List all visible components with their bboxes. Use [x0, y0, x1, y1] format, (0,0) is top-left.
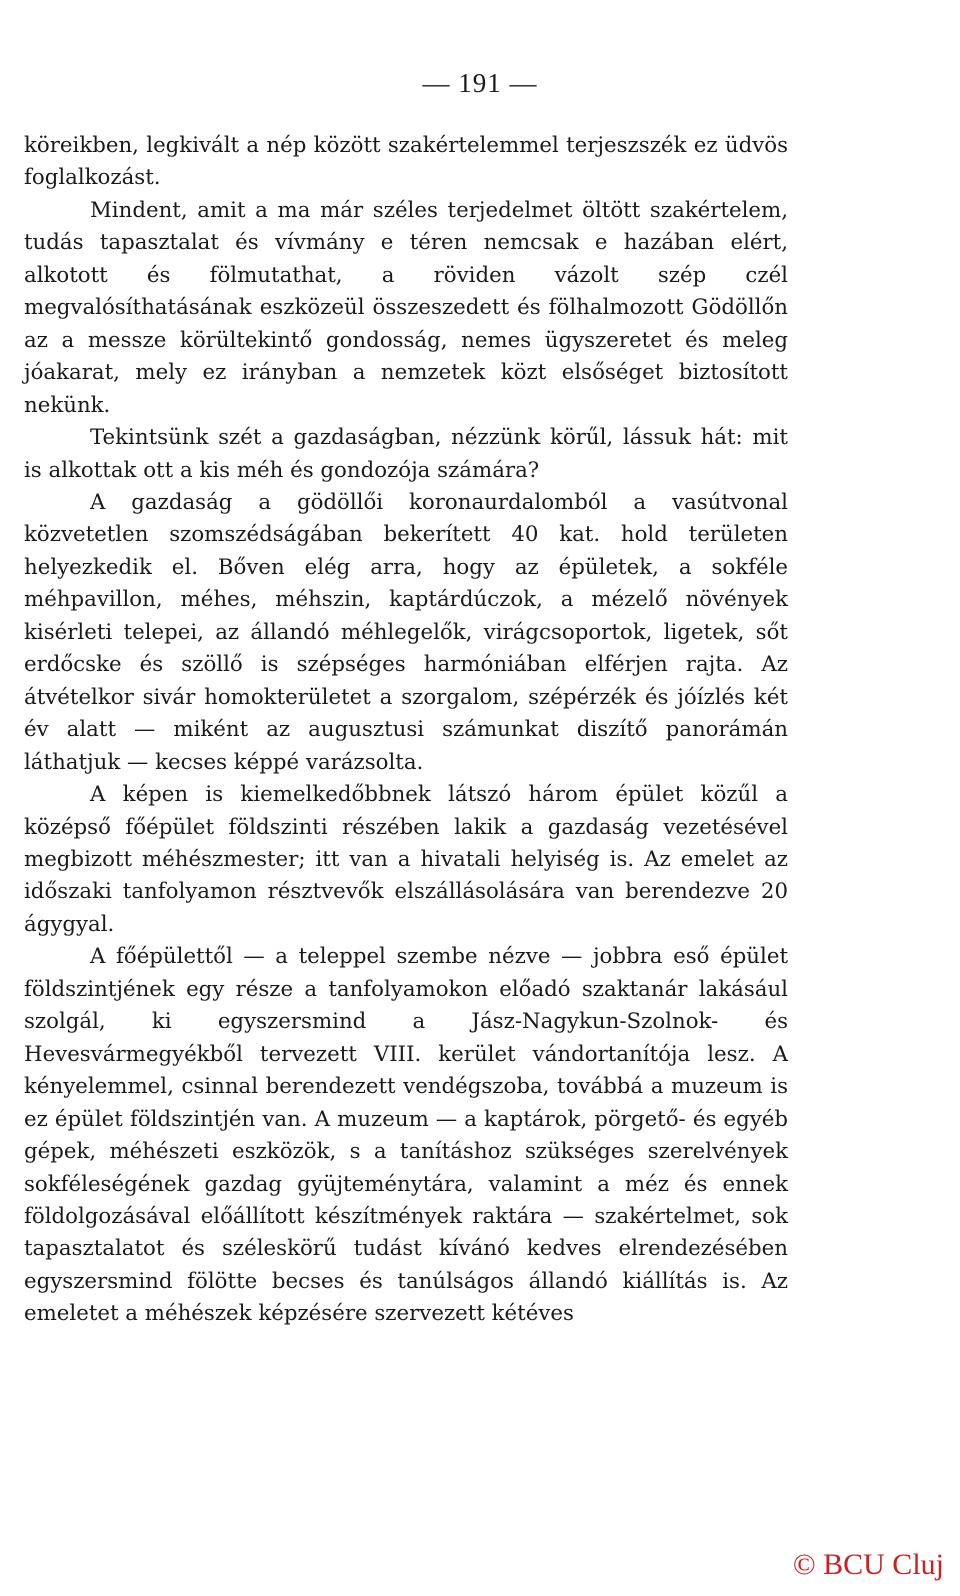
page-number: — 191 —: [422, 68, 538, 98]
body-text: [24, 130, 788, 1331]
paragraph-6: A főépülettől — a teleppel szembe nézve — jobbra eső épület földszintjének egy része a tanfolyamokon előadó szaktanár lakásául szolgál, ki egyszersmind a Jász-Nagykun-Szolnok- és Hevesvármegyékből tervezett VIII. kerület vándortanítója lesz. A kényelemmel, csinnal berendezett vendégszoba, továbbá a muzeum is ez épület földszintjén van. A muzeum — a kaptárok, pörgető- és egyéb gépek, méhészeti eszközök, s a tanításhoz szükséges szerelvények sokféleségének gazdag gyüjteménytára, valamint a méz és ennek földolgozásával előállított készítmények raktára — szakértelmet, sok tapasztalatot és széleskörű tudást kívánó kedves elrendezésében egyszersmind fölötte becses és tanúlságos állandó kiállítás is. Az emeletet a méhészek képzésére szervezett kétéves: [24, 944, 788, 1327]
paragraph-4: A gazdaság a gödöllői koronaurdalomból a vasútvonal közvetetlen szomszédságában bekerített 40 kat. hold területen helyezkedik el. Bőven elég arra, hogy az épületek, a sokféle méhpavillon, méhes, méhszin, kaptárdúczok, a mézelő növények kisérleti telepei, az állandó méhlegelők, virágcsoportok, ligetek, sőt erdőcske és szöllő is szépséges harmóniában elférjen rajta. Az átvételkor sivár homokterületet a szorgalom, szépérzék és jóízlés két év alatt — miként az augusztusi számunkat diszítő panorámán láthatjuk — kecses képpé varázsolta.: [24, 489, 788, 775]
paragraph-3: Tekintsünk szét a gazdaságban, nézzünk körűl, lássuk hát: mit is alkottak ott a kis méh és gondozója számára?: [24, 425, 788, 483]
paragraph-2: Mindent, amit a ma már széles terjedelmet öltött szakértelem, tudás tapasztalat és vívmány e téren nemcsak e hazában elért, alkotott és fölmutathat, a röviden vázolt szép czél megvalósíthatásának eszközeül összeszedett és fölhalmozott Gödöllőn az a messze körültekintő gondosság, nemes ügyszeretet és meleg jóakarat, mely ez irányban a nemzetek közt elsőséget biztosított nekünk.: [24, 197, 788, 418]
paragraph-1: köreikben, legkivált a nép között szakértelemmel terjeszszék ez üdvös foglalkozást.: [24, 133, 788, 191]
paragraph-5: A képen is kiemelkedőbbnek látszó három épület közűl a középső főépület földszinti részében lakik a gazdaság vezetésével megbizott méhészmester; itt van a hivatali helyiség is. Az emelet az időszaki tanfolyamon résztvevők elszállásolására van berendezve 20 ágygyal.: [24, 782, 788, 937]
library-watermark: © BCU Cluj: [792, 1548, 944, 1581]
